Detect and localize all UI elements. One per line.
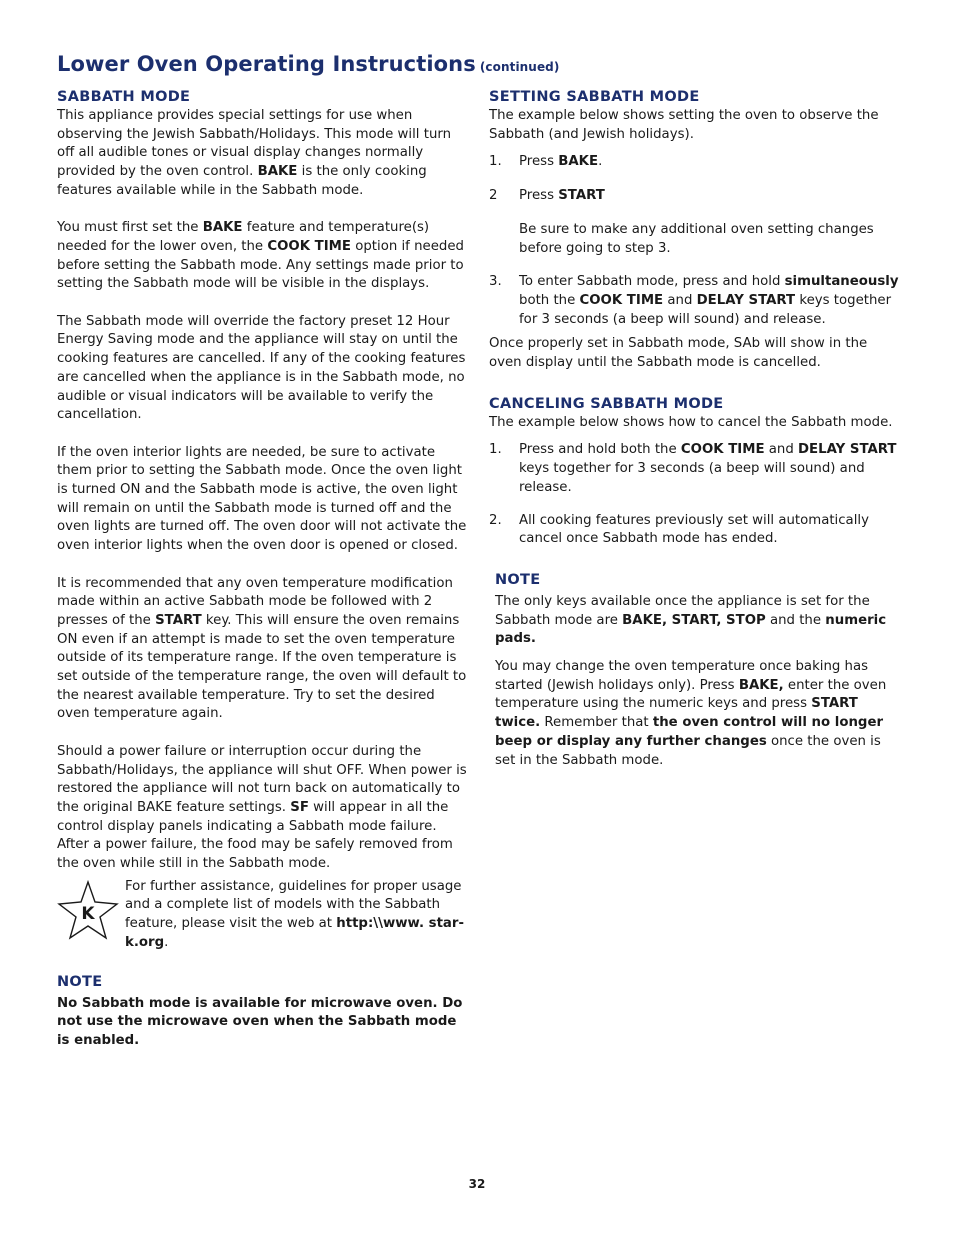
oven-lights-paragraph: If the oven interior lights are needed, be sure to activate them prior to setting the Sabbath mode. Once the oven light is turned ON and the Sabbath mode is active, the oven light will remain on until the Sabbath mode is turned off and the oven lights are turned off. The oven door will not activate the oven interior lights when the oven door is opened or closed. (57, 444, 467, 554)
microwave-note-text: No Sabbath mode is available for microwave oven. Do not use the microwave oven when the Sabbath mode is enabled. (57, 995, 463, 1048)
star-k-info (57, 878, 469, 953)
setting-sabbath-heading: SETTING SABBATH MODE (489, 89, 700, 105)
setting-intro: The example below shows setting the oven to observe the Sabbath (and Jewish holidays). (489, 108, 879, 142)
sabbath-mode-heading: SABBATH MODE (57, 89, 191, 105)
cancel-step-1: 1. Press and hold both the COOK TIME and DELAY START keys together for 3 seconds (a beep will sound) and release. (489, 442, 897, 495)
star-k-text: For further assistance, guidelines for proper usage and a complete list of models with the Sabbath feature, please visit the web at http:\\www. star-k.org. (125, 878, 464, 950)
sabbath-display-text: Once properly set in Sabbath mode, SAb will show in the oven display until the Sabbath mode is cancelled. (489, 336, 868, 371)
keys-note-title: NOTE (495, 571, 541, 588)
change-temperature-text: You may change the oven temperature once baking has started (Jewish holidays only). Press BAKE, enter the oven temperature using the numeric keys and press START twice. Remember that the oven control will no longer beep or display any further changes once the oven is set in the Sabbath mode. (495, 659, 887, 768)
star-k-link[interactable]: http:\\www. star-k.org (125, 916, 464, 950)
right-column (489, 88, 901, 770)
microwave-note-title: NOTE (57, 973, 103, 990)
setting-step-3: 3. To enter Sabbath mode, press and hold simultaneously both the COOK TIME and DELAY START keys together for 3 seconds (a beep will sound) and release. (489, 274, 899, 327)
available-keys-text: The only keys available once the appliance is set for the Sabbath mode are BAKE, START, STOP and the numeric pads. (495, 593, 887, 647)
bake-setup-paragraph: You must first set the BAKE feature and temperature(s) needed for the lower oven, the COOK TIME option if needed before setting the Sabbath mode. Any settings made prior to setting the Sabbath mode will be visible in the displays. (57, 220, 464, 292)
setting-step-1: 1. Press BAKE. (489, 154, 603, 170)
continued-label: (continued) (479, 60, 560, 74)
cancel-step-2: 2. All cooking features previously set will automatically cancel once Sabbath mode has ended. (489, 512, 869, 547)
page-number: 32 (468, 1177, 486, 1191)
setting-step-2: 2 Press START (489, 188, 605, 204)
canceling-sabbath-heading: CANCELING SABBATH MODE (489, 395, 724, 412)
page-title (57, 52, 559, 76)
cancel-intro: The example below shows how to cancel the Sabbath mode. (489, 414, 893, 430)
power-failure-paragraph: Should a power failure or interruption occur during the Sabbath/Holidays, the appliance will shut OFF. When power is restored the appliance will not turn back on automatically to the original BAKE feature settings. SF will appear in all the control display panels indicating a Sabbath mode failure. After a power failure, the food may be safely removed from the oven while still in the Sabbath mode. (57, 743, 467, 872)
left-column (57, 88, 469, 1051)
star-k-letter: K (81, 903, 95, 924)
page-title-text: Lower Oven Operating Instructions (57, 52, 476, 76)
sabbath-intro-paragraph: This appliance provides special settings for use when observing the Jewish Sabbath/Holidays. This mode will turn off all audible tones or visual display changes normally provided by the oven control. BAKE is the only cooking features available while in the Sabbath mode. (57, 108, 452, 198)
temperature-modification-paragraph: It is recommended that any oven temperature modification made within an active Sabbath mode be followed with 2 presses of the START key. This will ensure the oven remains ON even if an attempt is made to set the oven temperature outside of its temperature range. If the oven temperature is set outside of the temperature range, the oven will default to the nearest available temperature. Try to set the desired oven temperature again. (57, 575, 467, 722)
override-paragraph: The Sabbath mode will override the factory preset 12 Hour Energy Saving mode and the appliance will stay on until the cooking features are cancelled. If any of the cooking features are cancelled when the appliance is in the Sabbath mode, no audible or visual indicators will be available to verify the cancellation. (57, 313, 466, 423)
setting-step-2-note: Be sure to make any additional oven setting changes before going to step 3. (519, 221, 874, 256)
star-k-logo-icon (57, 880, 119, 942)
keys-note-block (489, 571, 901, 770)
